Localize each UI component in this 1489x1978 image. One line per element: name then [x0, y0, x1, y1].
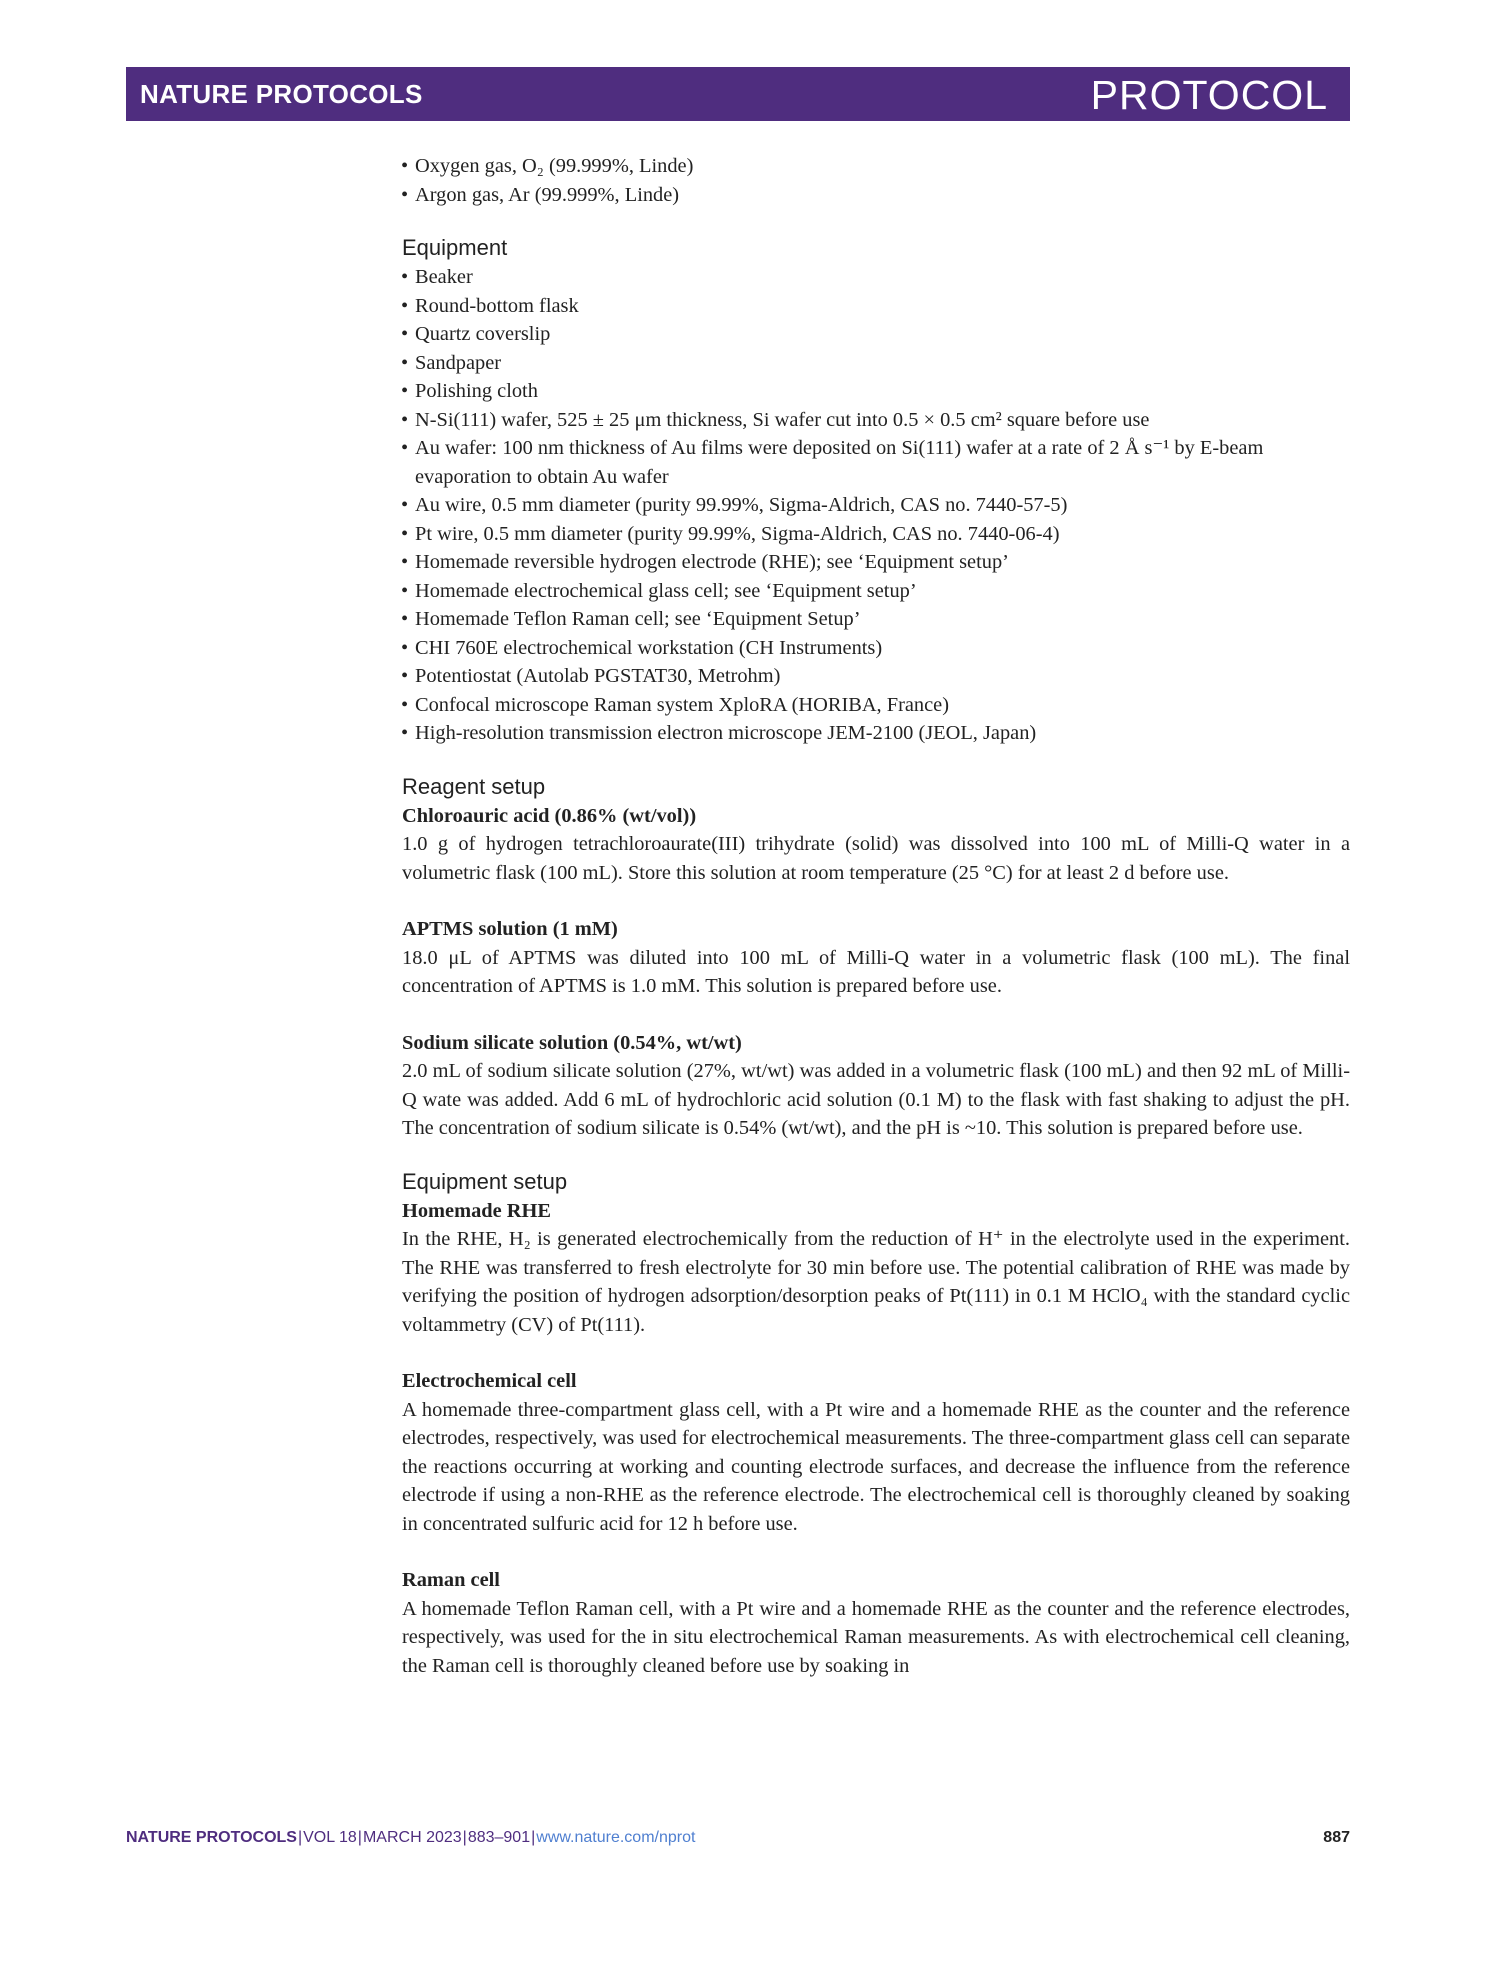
footer-separator: | — [357, 1829, 362, 1846]
gas-list — [402, 152, 1350, 209]
equipment-list — [402, 263, 1350, 748]
list-item: • Oxygen gas, O₂ (99.999%, Linde) — [402, 152, 1350, 181]
list-item: • Quartz coverslip — [402, 320, 1350, 349]
list-item: • Pt wire, 0.5 mm diameter (purity 99.99%, Sigma-Aldrich, CAS no. 7440-06-4) — [402, 520, 1350, 549]
list-item: • Polishing cloth — [402, 377, 1350, 406]
list-item: • Au wafer: 100 nm thickness of Au films were deposited on Si(111) wafer at a rate of 2 Å s⁻¹ by E-beam evaporation to obtain Au wafer — [402, 434, 1350, 491]
footer-journal: NATURE PROTOCOLS — [126, 1829, 297, 1846]
paragraph-aptms: 18.0 μL of APTMS was diluted into 100 mL of Milli-Q water in a volumetric flask (100 mL). The final concentration of APTMS is 1.0 mM. This solution is prepared before use. — [402, 946, 1350, 997]
article-type: PROTOCOL — [1090, 72, 1328, 118]
list-item: • Argon gas, Ar (99.999%, Linde) — [402, 181, 1350, 210]
list-item: • Au wire, 0.5 mm diameter (purity 99.99%, Sigma-Aldrich, CAS no. 7440-57-5) — [402, 491, 1350, 520]
list-item: • Sandpaper — [402, 349, 1350, 378]
paragraph-raman-cell: A homemade Teflon Raman cell, with a Pt wire and a homemade RHE as the counter and the reference electrodes, respectively, was used for the in situ electrochemical Raman measurements. As with electrochemical cell cleaning, the Raman cell is thoroughly cleaned before use by soaking in — [402, 1597, 1350, 1677]
subheading-sodium-silicate: Sodium silicate solution (0.54%, wt/wt) — [402, 1031, 742, 1054]
page-footer — [126, 1829, 1350, 1847]
list-item: • Homemade electrochemical glass cell; see ‘Equipment setup’ — [402, 577, 1350, 606]
paragraph-homemade-rhe: In the RHE, H₂ is generated electrochemically from the reduction of H⁺ in the electrolyte used in the experiment. The RHE was transferred to fresh electrolyte for 30 min before use. The potential calibration of RHE was made by verifying the position of hydrogen adsorption/desorption peaks of Pt(111) in 0.1 M HClO₄ with the standard cyclic voltammetry (CV) of Pt(111). — [402, 1228, 1350, 1336]
list-item: • Beaker — [402, 263, 1350, 292]
list-item: • Homemade Teflon Raman cell; see ‘Equipment Setup’ — [402, 605, 1350, 634]
footer-pages: 883–901 — [467, 1829, 531, 1846]
subheading-aptms: APTMS solution (1 mM) — [402, 918, 618, 940]
footer-separator: | — [531, 1829, 536, 1846]
footer-url-link[interactable]: www.nature.com/nprot — [536, 1829, 696, 1846]
subheading-chloroauric-acid: Chloroauric acid (0.86% (wt/vol)) — [402, 804, 697, 827]
list-item: • N-Si(111) wafer, 525 ± 25 μm thickness, Si wafer cut into 0.5 × 0.5 cm² square before use — [402, 406, 1350, 435]
footer-date: MARCH 2023 — [362, 1829, 462, 1846]
list-item: • High-resolution transmission electron microscope JEM-2100 (JEOL, Japan) — [402, 719, 1350, 748]
footer-volume: VOL 18 — [303, 1829, 357, 1846]
page-number: 887 — [1323, 1829, 1350, 1846]
paragraph-electrochemical-cell: A homemade three-compartment glass cell, with a Pt wire and a homemade RHE as the counter and the reference electrodes, respectively, was used for electrochemical measurements. The three-compartment glass cell can separate the reactions occurring at working and counting electrode surfaces, and decrease the influence from the reference electrode if using a non-RHE as the reference electrode. The electrochemical cell is thoroughly cleaned by soaking in concentrated sulfuric acid for 12 h before use. — [402, 1398, 1350, 1535]
footer-separator: | — [297, 1829, 303, 1846]
list-item: • Homemade reversible hydrogen electrode (RHE); see ‘Equipment setup’ — [402, 548, 1350, 577]
subheading-homemade-rhe: Homemade RHE — [402, 1199, 551, 1222]
list-item: • Confocal microscope Raman system XploRA (HORIBA, France) — [402, 691, 1350, 720]
subheading-raman-cell: Raman cell — [402, 1569, 500, 1591]
footer-separator: | — [462, 1829, 467, 1846]
list-item: • Potentiostat (Autolab PGSTAT30, Metrohm) — [402, 662, 1350, 691]
section-heading-equipment: Equipment — [402, 235, 508, 260]
paragraph-sodium-silicate: 2.0 mL of sodium silicate solution (27%, wt/wt) was added in a volumetric flask (100 mL) and then 92 mL of Milli-Q wate was added. Add 6 mL of hydrochloric acid solution (0.1 M) to the flask with fast shaking to adjust the pH. The concentration of sodium silicate is 0.54% (wt/wt), and the pH is ~10. This solution is prepared before use. — [402, 1060, 1350, 1139]
journal-name: NATURE PROTOCOLS — [140, 79, 423, 109]
section-heading-equipment-setup: Equipment setup — [402, 1168, 568, 1194]
article-content — [402, 152, 1350, 1680]
paragraph-chloroauric-acid: 1.0 g of hydrogen tetrachloroaurate(III) trihydrate (solid) was dissolved into 100 mL of Milli-Q water in a volumetric flask (100 mL). Store this solution at room temperature (25 °C) for at least 2 d before use. — [402, 833, 1350, 884]
journal-header-bar — [126, 67, 1350, 121]
list-item: • CHI 760E electrochemical workstation (CH Instruments) — [402, 634, 1350, 663]
subheading-electrochemical-cell: Electrochemical cell — [402, 1370, 577, 1392]
list-item: • Round-bottom flask — [402, 292, 1350, 321]
section-heading-reagent-setup: Reagent setup — [402, 773, 546, 799]
